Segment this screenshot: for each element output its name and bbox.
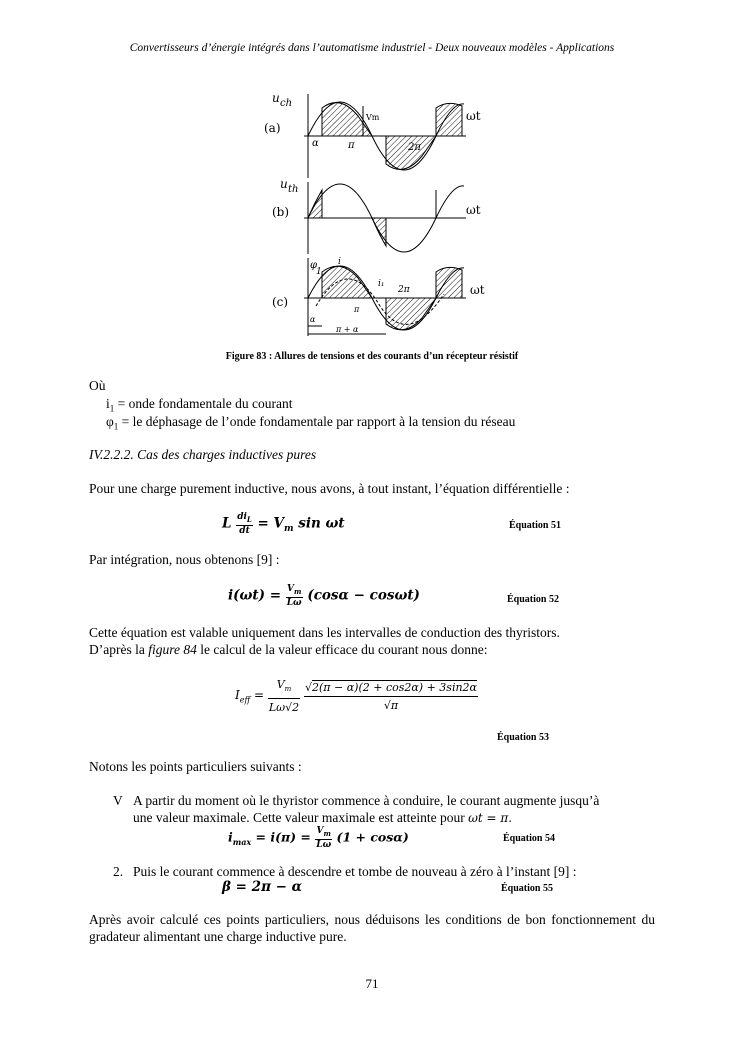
list-item-1-line2 xyxy=(133,809,512,827)
legend-phi-text: = le déphasage de l’onde fondamentale par rapport à la tension du réseau xyxy=(118,414,516,429)
eq51-rhs-tail: sin ωt xyxy=(293,515,345,532)
alpha-mark-a: α xyxy=(312,138,319,149)
hatch-c3 xyxy=(436,267,462,298)
waveform-figure xyxy=(258,86,528,344)
eq53-root-fraction: $\frac{√2(\pi - \alpha)(2 + \cos 2\alpha) + 3\sin 2\alpha}{√\pi}$ xyxy=(304,680,477,712)
equation-55-label: Équation 55 xyxy=(501,883,553,894)
equation-52 xyxy=(228,584,420,608)
equation-51-label: Équation 51 xyxy=(509,520,561,531)
eq51-lhs: L xyxy=(222,515,232,532)
eq51-num: di xyxy=(237,512,247,522)
panel-a-var: u xyxy=(272,91,280,105)
one-mark-c: 1 xyxy=(316,267,322,277)
equation-55: β = 2π − α xyxy=(222,879,303,895)
eq52-num: V xyxy=(286,584,294,594)
eq53-fraction xyxy=(268,676,300,716)
legend-i1-text: = onde fondamentale du courant xyxy=(114,396,293,411)
equation-53-label: Équation 53 xyxy=(497,732,549,743)
eq53-lhs-sub: eff xyxy=(239,695,251,705)
eq52-den: Lω xyxy=(286,597,302,608)
legend-i1-sub: 1 xyxy=(109,403,115,414)
panel-b-sub: th xyxy=(288,184,299,195)
eq53-den: Lω√2 xyxy=(268,701,300,715)
eq52-fraction xyxy=(286,584,303,608)
equation-52-label: Équation 52 xyxy=(507,594,559,605)
eq53-lhs: I xyxy=(235,687,240,702)
equation-53 xyxy=(235,676,478,716)
eq52-rhs: (cosα − cosωt) xyxy=(302,587,420,604)
eq52-lhs: i(ωt) = xyxy=(228,587,286,604)
panel-b-var: u xyxy=(280,177,288,191)
legend-phi xyxy=(106,413,515,436)
hatch-c2 xyxy=(386,298,436,330)
list-item-2-line1: Puis le courant commence à descendre et tombe de nouveau à zéro à l’instant [9] : xyxy=(133,864,577,879)
eq54-num: V xyxy=(316,826,324,836)
alpha-mark-c: α xyxy=(310,315,316,324)
legend-phi-symbol: φ xyxy=(106,414,114,429)
section-title: IV.2.2.2. Cas des charges inductives pures xyxy=(89,447,317,462)
i-mark-c: i xyxy=(338,257,341,267)
panel-c-label: (c) xyxy=(272,295,289,309)
phi-mark-c: φ xyxy=(310,260,318,271)
eq53-root: 2(π − α)(2 + cos2α) + 3sin2α xyxy=(312,680,477,694)
item1-condition: ωt = π. xyxy=(468,811,513,825)
eq53-eq: = xyxy=(250,687,265,702)
pi-mark-c: π xyxy=(354,305,360,314)
figure-caption: Figure 83 : Allures de tensions et des courants d’un récepteur résistif xyxy=(225,351,519,362)
paragraph-5: Après avoir calculé ces points particuliers, nous déduisons les conditions de bon fonctionnement du gradateur alimentant une charge inductive pure. xyxy=(89,912,655,944)
eq54-tail: (1 + cosα) xyxy=(332,829,409,845)
legend-i1-symbol: i xyxy=(106,396,110,411)
equation-54 xyxy=(228,826,409,851)
equation-51 xyxy=(222,512,345,538)
eq54-mid: = i(π) = xyxy=(251,829,316,845)
p3b-pre: D’après la xyxy=(89,642,149,657)
item1-line2-text: une valeur maximale. Cette valeur maximale est atteinte pour xyxy=(133,810,469,825)
paragraph-3b xyxy=(89,641,487,658)
eq53-root-den: √π xyxy=(383,698,399,712)
i1-mark-c: i₁ xyxy=(378,279,385,289)
figure-83 xyxy=(258,86,528,344)
axis-label-c: ωt xyxy=(470,283,485,297)
hatch-b2 xyxy=(308,190,322,218)
eq52-num-sub: m xyxy=(293,586,302,596)
equation-54-label: Équation 54 xyxy=(503,833,555,844)
p3b-figure-ref: figure 84 xyxy=(148,642,197,657)
panel-b-label: (b) xyxy=(272,205,290,219)
paragraph-2: Par intégration, nous obtenons [9] : xyxy=(89,552,280,567)
pi-mark-a: π xyxy=(348,140,355,151)
eq54-lhs-sub: max xyxy=(232,836,252,847)
eq53-num: V xyxy=(276,678,285,691)
hatch-a1 xyxy=(322,103,372,136)
hatch-a3 xyxy=(436,103,462,136)
eq54-num-sub: m xyxy=(323,828,331,838)
two-pi-mark-a: 2π xyxy=(408,142,421,153)
eq54-fraction xyxy=(315,826,332,850)
eq54-den: Lω xyxy=(316,839,332,850)
list-item-1-number: V xyxy=(113,793,123,808)
p3b-post: le calcul de la valeur efficace du courant nous donne: xyxy=(196,642,488,657)
axis-label-a: ωt xyxy=(466,109,481,123)
eq51-fraction xyxy=(236,512,253,536)
pi-alpha-mark-c: π + α xyxy=(336,325,359,334)
eq54-lhs: i xyxy=(228,829,233,845)
eq53-num-sub: m xyxy=(284,685,292,694)
list-item-1-line1: A partir du moment où le thyristor commence à conduire, le courant augmente jusqu’à xyxy=(133,793,600,808)
paragraph-4: Notons les points particuliers suivants : xyxy=(89,759,302,774)
paragraph-1: Pour une charge purement inductive, nous avons, à tout instant, l’équation différentielle : xyxy=(89,481,570,496)
eq51-den: dt xyxy=(239,525,250,536)
legend-ou: Où xyxy=(89,378,106,393)
running-header: Convertisseurs d’énergie intégrés dans l’automatisme industriel - Deux nouveaux modèles - Applications xyxy=(129,42,615,54)
hatch-b1 xyxy=(372,218,386,246)
eq51-rhs-sub: m xyxy=(284,524,294,535)
axis-label-b: ωt xyxy=(466,203,481,217)
list-item-2-number: 2. xyxy=(113,864,124,879)
page-number: 71 xyxy=(365,976,379,991)
two-pi-mark-c: 2π xyxy=(398,285,410,295)
eq51-num-sub: L xyxy=(246,514,252,524)
panel-a-label: (a) xyxy=(264,121,281,135)
vm-mark: Vm xyxy=(366,113,380,122)
hatch-c1 xyxy=(322,266,372,298)
panel-a-sub: ch xyxy=(280,98,293,109)
paragraph-3a: Cette équation est valable uniquement dans les intervalles de conduction des thyristors. xyxy=(89,625,560,640)
legend-phi-sub: 1 xyxy=(113,421,119,432)
eq51-rhs: = V xyxy=(252,515,285,532)
